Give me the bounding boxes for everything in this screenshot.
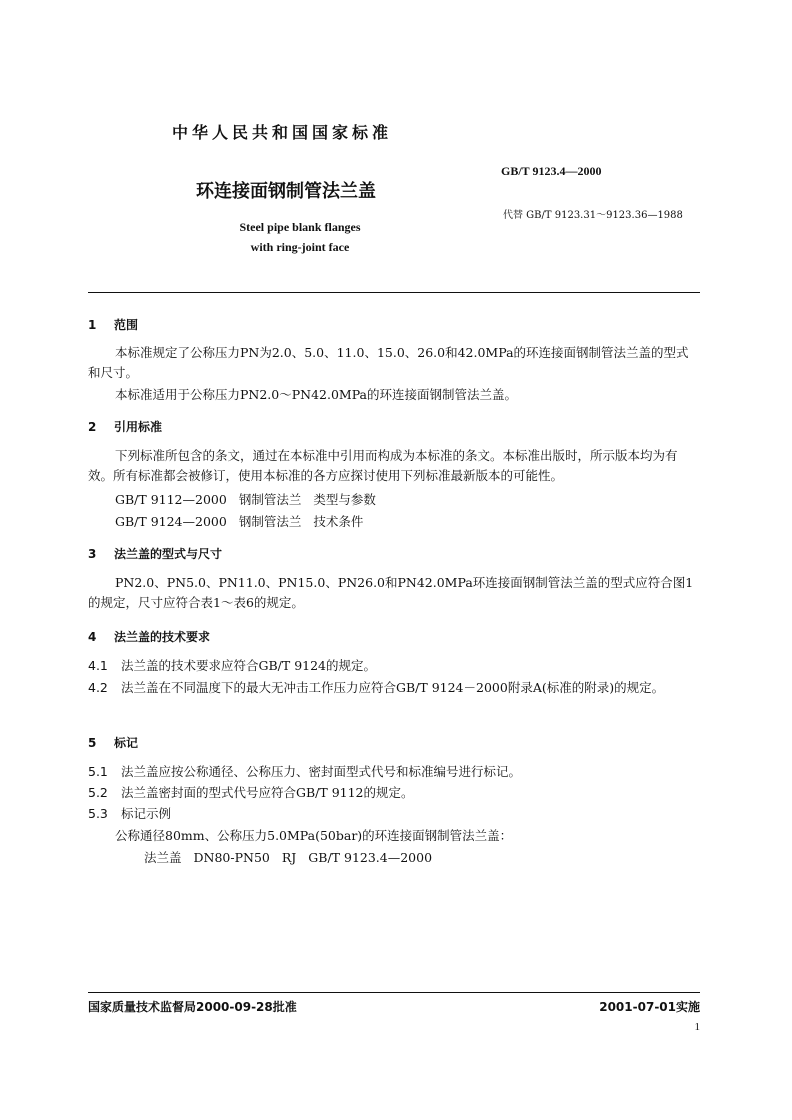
clause-5-1: 5.1 法兰盖应按公称通径、公称压力、密封面型式代号和标准编号进行标记。	[88, 764, 522, 779]
section-1-paragraph-1: 本标准规定了公称压力PN为2.0、5.0、11.0、15.0、26.0和42.0MPa的环连接面钢制管法兰盖的型式和尺寸。	[88, 345, 689, 380]
standard-number: GB/T 9123.4—2000	[501, 164, 602, 178]
page-number: 1	[694, 1021, 700, 1033]
section-2-heading: 2 引用标准	[88, 420, 163, 434]
document-title-cn: 环连接面钢制管法兰盖	[196, 181, 376, 202]
section-5-heading: 5 标记	[88, 736, 139, 750]
section-2-paragraph: 下列标准所包含的条文，通过在本标准中引用而构成为本标准的条文。本标准出版时，所示版本均为有效。所有标准都会被修订，使用本标准的各方应探讨使用下列标准最新版本的可能性。	[88, 448, 678, 483]
document-title-en-line1: Steel pipe blank flanges	[239, 220, 361, 234]
clause-5-2: 5.2 法兰盖密封面的型式代号应符合GB/T 9112的规定。	[88, 785, 414, 800]
section-4-heading: 4 法兰盖的技术要求	[88, 630, 211, 644]
clause-4-1: 4.1 法兰盖的技术要求应符合GB/T 9124的规定。	[88, 658, 377, 673]
marking-example: 法兰盖 DN80-PN50 RJ GB/T 9123.4—2000	[144, 850, 433, 865]
reference-standard-1: GB/T 9112—2000 钢制管法兰 类型与参数	[115, 492, 376, 507]
clause-4-2: 4.2 法兰盖在不同温度下的最大无冲击工作压力应符合GB/T 9124－2000附录A(标准的附录)的规定。	[88, 680, 665, 695]
effective-date: 2001-07-01实施	[599, 1000, 700, 1014]
approval-note: 国家质量技术监督局2000-09-28批准	[88, 1000, 297, 1014]
section-3-heading: 3 法兰盖的型式与尺寸	[88, 547, 223, 561]
reference-standard-2: GB/T 9124—2000 钢制管法兰 技术条件	[115, 514, 364, 529]
document-title-en-line2: with ring-joint face	[250, 240, 350, 254]
section-3-paragraph: PN2.0、PN5.0、PN11.0、PN15.0、PN26.0和PN42.0MPa环连接面钢制管法兰盖的型式应符合图1的规定，尺寸应符合表1～表6的规定。	[88, 575, 694, 610]
country-standard-heading: 中华人民共和国国家标准	[172, 123, 393, 142]
clause-5-3: 5.3 标记示例	[88, 806, 172, 821]
header-divider	[88, 292, 700, 293]
section-1-paragraph-2: 本标准适用于公称压力PN2.0～PN42.0MPa的环连接面钢制管法兰盖。	[115, 387, 518, 402]
footer-divider	[88, 992, 700, 993]
replaces-note: 代替 GB/T 9123.31～9123.36—1988	[503, 210, 683, 221]
section-1-heading: 1 范围	[88, 318, 139, 332]
marking-example-description: 公称通径80mm、公称压力5.0MPa(50bar)的环连接面钢制管法兰盖：	[115, 828, 513, 843]
